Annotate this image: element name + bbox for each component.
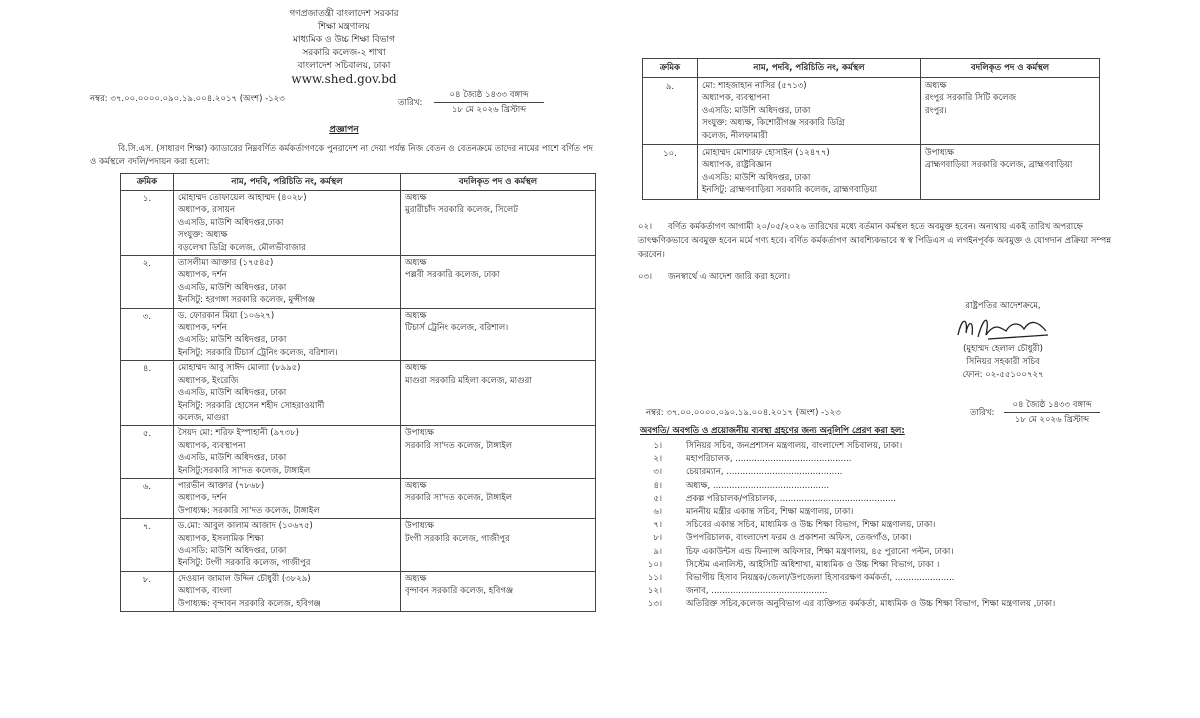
list-item: [640, 585, 1110, 598]
date-block: [398, 88, 544, 117]
list-item-number: ১৩।: [647, 599, 662, 610]
details-line: ইনসিটু: সরকারি হোসেন শহীদ সোহরাওয়ার্দী: [178, 400, 325, 411]
details-line: সংযুক্ত: অধ্যক্ষ, কিশোরীগঞ্জ সরকারি ডিগ্রি: [702, 118, 845, 129]
posting-line: অধ্যক্ষ: [925, 81, 947, 91]
details-line: ইনসিটু: টংগী সরকারি কলেজ, গাজীপুর: [178, 558, 311, 569]
list-item: [640, 559, 1110, 572]
date-english: ১৮ মে ২০২৬ খ্রিস্টাব্দ: [1014, 415, 1090, 425]
signature-block: [928, 300, 1078, 382]
serial-cell: ৩.: [121, 308, 174, 361]
details-line: অধ্যাপক, রসায়ন: [178, 205, 236, 216]
division-name: মাধ্যমিক ও উচ্চ শিক্ষা বিভাগ: [292, 35, 396, 45]
posting-line: মুরারীচাঁদ সরকারি কলেজ, সিলেট: [405, 205, 518, 216]
list-item: [640, 493, 1110, 506]
table-header-row: [643, 59, 1100, 78]
list-item: [640, 532, 1110, 545]
posting-line: রংপুর সরকারি সিটি কলেজ: [925, 93, 1017, 104]
distribution-list: [640, 424, 1110, 612]
details-line: সৈয়দ মো: শরিফ ইস্পাহানী (৯৭৩৮): [178, 428, 299, 439]
posting-line: ব্রাহ্মণবাড়িয়া সরকারি কলেজ, ব্রাহ্মণবাড়িয়া: [925, 160, 1073, 171]
list-item-number: ৫।: [653, 493, 662, 504]
paragraph-2: [638, 220, 1118, 262]
list-item-number: ১।: [653, 441, 662, 451]
posting-line: অধ্যক্ষ: [405, 480, 427, 491]
list-item-number: ২।: [653, 454, 662, 465]
list-item: [640, 598, 1110, 611]
details-line: পারভীন আক্তার (৭৮৬৮): [178, 480, 265, 491]
order-line: রাষ্ট্রপতির আদেশক্রমে,: [965, 301, 1041, 311]
details-cell: [174, 478, 401, 518]
posting-line: উপাধ্যক্ষ: [405, 521, 434, 532]
list-item-text: বিভাগীয় হিসাব নিয়ন্ত্রক/জেলা/উপজেলা হিসাবরক্ষণ কর্মকর্তা, ......................: [686, 573, 955, 584]
distribution-rows: [640, 440, 1110, 612]
paragraph-3-number: ০৩।: [638, 271, 653, 282]
details-line: মোহাম্মদ আবু সাঈদ মোল্যা (৮৯৯৫): [178, 363, 301, 374]
date-bangla: ০৪ জ্যৈষ্ঠ ১৪৩৩ বঙ্গাব্দ: [434, 88, 544, 103]
transfer-table-continued: [642, 58, 1100, 200]
posting-line: সরকারি সা'দত কলেজ, টাঙ্গাইল: [405, 440, 513, 451]
details-line: অধ্যাপক, দর্শন: [178, 323, 227, 334]
list-item-text: অধ্যক্ষ, ...........................................: [686, 480, 830, 491]
posting-cell: [401, 426, 596, 479]
posting-line: অধ্যক্ষ: [405, 258, 427, 269]
list-item-text: প্রকল্প পরিচালক/পরিচালক, ...........................................: [686, 493, 896, 504]
col-serial: ক্রমিক: [121, 174, 174, 191]
list-item-text: সিনিয়র সচিব, জনপ্রশাসন মন্ত্রণালয়, বাংলাদেশ সচিবালয়, ঢাকা।: [686, 441, 903, 451]
details-cell: [174, 191, 401, 256]
details-line: সংযুক্ত: অধ্যক্ষ: [178, 230, 228, 241]
govt-name: গণপ্রজাতন্ত্রী বাংলাদেশ সরকার: [289, 9, 399, 19]
signer-name: (মুহাম্মদ হেলাল চৌধুরী): [963, 344, 1043, 354]
list-item-text: জনাব, ...........................................: [686, 586, 828, 597]
col-posting: বদলিকৃত পদ ও কর্মস্থল: [401, 174, 596, 191]
table-row: [643, 78, 1100, 145]
table-row: [121, 426, 596, 479]
posting-cell: [401, 519, 596, 572]
serial-cell: ৯.: [643, 78, 698, 145]
details-line: কলেজ, মাগুরা: [178, 412, 229, 423]
table-row: [121, 256, 596, 309]
right-page: [628, 0, 1118, 718]
details-cell: [174, 361, 401, 426]
details-line: তাসলীমা আক্তার (১৭৫৪৫): [178, 258, 274, 269]
reference-number-2: নম্বর: ৩৭.০০.০০০০.০৯০.১৯.০০৪.২০১৭ (অংশ) -১২৩: [646, 408, 841, 418]
details-line: ড.মো: আবুল কালাম আজাদ (১০৬৭৫): [178, 521, 313, 532]
signer-phone: ফোন: ০২-৫৫১০০৭২৭: [962, 370, 1044, 380]
posting-line: অধ্যক্ষ: [405, 573, 427, 584]
details-line: ইনসিটু: হরগঙ্গা সরকারি কলেজ, মুন্সীগঞ্জ: [178, 295, 316, 306]
table-row: [121, 519, 596, 572]
list-item-number: ১২।: [647, 586, 662, 597]
reference-line: [84, 90, 604, 120]
handwritten-signature: [928, 313, 1078, 343]
serial-cell: ৫.: [121, 426, 174, 479]
date-block-2: [970, 398, 1100, 427]
details-line: অধ্যাপক, ব্যবস্থাপনা: [702, 93, 770, 104]
list-item-text: সচিবের একান্ত সচিব, মাধ্যমিক ও উচ্চ শিক্ষা বিভাগ, শিক্ষা মন্ত্রণালয়, ঢাকা।: [686, 520, 936, 531]
details-line: উপাধ্যক্ষ: সরকারি সা'দত কলেজ, টাঙ্গাইল: [178, 505, 320, 516]
posting-line: উপাধ্যক্ষ: [925, 148, 954, 159]
details-line: কলেজ, নীলফামারী: [702, 130, 768, 141]
details-cell: [174, 308, 401, 361]
date-english: ১৮ মে ২০২৬ খ্রিস্টাব্দ: [451, 105, 527, 115]
list-item: [640, 506, 1110, 519]
list-item-text: সিস্টেম এনালিস্ট, আইসিটি অধিশাখা, মাধ্যমিক ও উচ্চ শিক্ষা বিভাগ, ঢাকা ।: [686, 559, 940, 570]
details-line: দেওয়ান জামাল উদ্দিন চৌধুরী (৩৮২৯): [178, 573, 311, 584]
posting-line: পল্লবী সরকারি কলেজ, ঢাকা: [405, 270, 500, 281]
paragraph-3: [638, 270, 1118, 284]
date-bangla: ০৪ জ্যৈষ্ঠ ১৪৩৩ বঙ্গাব্দ: [1004, 398, 1100, 413]
distribution-title: অবগতি/ অবগতি ও প্রয়োজনীয় ব্যবস্থা গ্রহণের জন্য অনুলিপি প্রেরণ করা হল:: [640, 426, 905, 436]
table-row: [121, 308, 596, 361]
details-line: ওএসডি, মাউশি অধিদপ্তর,ঢাকা: [178, 217, 284, 228]
posting-line: টিচার্স ট্রেনিং কলেজ, বরিশাল।: [405, 323, 509, 334]
address: বাংলাদেশ সচিবালয়, ঢাকা: [297, 61, 391, 71]
list-item-number: ১১।: [647, 573, 662, 584]
details-cell: [174, 519, 401, 572]
table-row: [643, 145, 1100, 200]
posting-line: অধ্যক্ষ: [405, 193, 427, 203]
table-header-row: [121, 174, 596, 191]
details-line: অধ্যাপক, দর্শন: [178, 493, 227, 504]
posting-line: সরকারি সা'দত কলেজ, টাঙ্গাইল: [405, 493, 513, 504]
table-row: [121, 191, 596, 256]
list-item: [640, 440, 1110, 453]
list-item-number: ৮।: [653, 533, 662, 544]
details-line: মো: শাহজাহান নাসির (৫৭১৩): [702, 81, 807, 91]
posting-cell: [921, 145, 1100, 200]
serial-cell: ৭.: [121, 519, 174, 572]
details-line: উপাধ্যক্ষ: বৃন্দাবন সরকারি কলেজ, হবিগঞ্জ: [178, 598, 321, 609]
serial-cell: ৮.: [121, 571, 174, 611]
posting-cell: [401, 478, 596, 518]
list-item-text: মাননীয় মন্ত্রীর একান্ত সচিব, শিক্ষা মন্ত্রণালয়, ঢাকা।: [686, 507, 854, 518]
details-line: ওএসডি: মাউশি অধিদপ্তর, ঢাকা: [702, 105, 811, 116]
list-item: [640, 466, 1110, 479]
list-item-text: উপপরিচালক, বাংলাদেশ ফরম ও প্রকাশনা অফিস, তেজগাঁও, ঢাকা।: [686, 533, 912, 544]
list-item-number: ৩।: [653, 467, 662, 478]
ministry-name: শিক্ষা মন্ত্রণালয়: [318, 22, 370, 32]
col-serial: ক্রমিক: [643, 59, 698, 78]
list-item: [640, 546, 1110, 559]
table-body: [121, 191, 596, 612]
details-line: ওএসডি, মাউশি অধিদপ্তর, ঢাকা: [178, 453, 287, 464]
list-item-text: চেয়ারম্যান, ...........................................: [686, 467, 843, 478]
list-item-text: চিফ একাউন্টস এন্ড ফিন্যান্স অফিসার, শিক্ষা মন্ত্রণালয়, ৪৫ পুরানো পল্টন, ঢাকা।: [686, 546, 954, 557]
paragraph-2-text: বর্ণিত কর্মকর্তাগণ আগামী ২০/০৫/২০২৬ তারিখের মধ্যে বর্তমান কর্মস্থল হতে অবমুক্ত হবেন। অন্যথায় একই তারিখ অপরাহ্নে তাৎক্ষণিকভাবে অবমুক্ত হবেন মর্মে গণ্য হবে। বর্ণিত কর্মকর্তাগণ আবশ্যিকভাবে স্ব স্ব পিডিএস এ লগইনপূর্বক অবমুক্ত ও যোগদান প্রক্রিয়া সম্পন্ন করবেন।: [638, 221, 1112, 260]
details-line: মোহাম্মদ তোফায়েল আহাম্মদ (৪০২৮): [178, 193, 307, 203]
posting-line: মাগুরা সরকারি মহিলা কলেজ, মাগুরা: [405, 375, 532, 386]
details-line: অধ্যাপক, ইংরেজি: [178, 375, 239, 386]
date-label: তারিখ:: [398, 98, 423, 108]
signature-icon: [928, 313, 1078, 343]
col-details: নাম, পদবি, পরিচিতি নং, কর্মস্থল: [698, 59, 921, 78]
posting-line: বৃন্দাবন সরকারি কলেজ, হবিগঞ্জ: [405, 586, 514, 597]
date-label: তারিখ:: [970, 408, 995, 418]
paragraph-3-text: জনস্বার্থে এ আদেশ জারি করা হলো।: [668, 271, 791, 282]
posting-line: টংগী সরকারি কলেজ, গাজীপুর: [405, 533, 510, 544]
list-item: [640, 572, 1110, 585]
posting-cell: [401, 571, 596, 611]
signer-designation: সিনিয়র সহকারী সচিব: [966, 357, 1040, 367]
posting-cell: [401, 308, 596, 361]
details-line: বড়লেখা ডিগ্রি কলেজ, মৌলভীবাজার: [178, 242, 306, 253]
serial-cell: ৬.: [121, 478, 174, 518]
posting-cell: [921, 78, 1100, 145]
section-name: সরকারি কলেজ-২ শাখা: [302, 48, 386, 58]
details-line: ওএসডি: মাউশি অধিদপ্তর, ঢাকা: [702, 172, 811, 183]
table-row: [121, 571, 596, 611]
list-item-text: মহাপরিচালক, ...........................................: [686, 454, 852, 465]
details-line: ইনসিটু: ব্রাহ্মণবাড়িয়া সরকারি কলেজ, ব্রাহ্মণবাড়িয়া: [702, 185, 878, 196]
details-line: অধ্যাপক, দর্শন: [178, 270, 227, 281]
intro-text: বি.সি.এস. (সাধারণ শিক্ষা) ক্যাডারের নিম্নবর্ণিত কর্মকর্তাগণকে পুনরাদেশ না দেয়া পর্যন্ত নিজ বেতন ও বেতনক্রমে তাদের নামের পাশে বর্ণিত পদ ও কর্মস্থলে বদলি/পদায়ন করা হলো:: [90, 144, 593, 167]
details-line: অধ্যাপক, ইসলামিক শিক্ষা: [178, 533, 264, 544]
list-item: [640, 453, 1110, 466]
serial-cell: ১.: [121, 191, 174, 256]
col-posting: বদলিকৃত পদ ও কর্মস্থল: [921, 59, 1100, 78]
details-cell: [698, 145, 921, 200]
details-line: অধ্যাপক, বাংলা: [178, 586, 232, 597]
details-line: অধ্যাপক, ব্যবস্থাপনা: [178, 440, 246, 451]
list-item-number: ৭।: [653, 520, 662, 531]
list-item-number: ৯।: [653, 546, 662, 557]
paragraph-2-number: ০২।: [638, 221, 653, 232]
details-line: ওএসডি: মাউশি অধিদপ্তর, ঢাকা: [178, 335, 287, 346]
letterhead: [84, 8, 604, 86]
details-line: ওএসডি, মাউশি অধিদপ্তর, ঢাকা: [178, 388, 287, 399]
posting-cell: [401, 361, 596, 426]
col-details: নাম, পদবি, পরিচিতি নং, কর্মস্থল: [174, 174, 401, 191]
details-line: ওএসডি: মাউশি অধিদপ্তর, ঢাকা: [178, 545, 287, 556]
posting-line: অধ্যক্ষ: [405, 310, 427, 321]
details-line: মোহাম্মদ মোশারফ হোসাইন (১২৪৭৭): [702, 148, 830, 159]
details-line: ড. ফোরকান মিয়া (১০৬২৭): [178, 310, 275, 321]
details-cell: [698, 78, 921, 145]
details-line: ইনসিটু:সরকারি সা'দত কলেজ, টাঙ্গাইল: [178, 465, 311, 476]
list-item-number: ১০।: [647, 559, 662, 570]
list-item-number: ৬।: [653, 507, 662, 518]
list-item-text: অতিরিক্ত সচিব,কলেজ অনুবিভাগ এর ব্যক্তিগত কর্মকর্তা, মাধ্যমিক ও উচ্চ শিক্ষা বিভাগ, শিক্ষা মন্ত্রণালয় ,ঢাকা।: [686, 599, 1056, 610]
details-line: ইনসিটু: সরকারি টিচার্স ট্রেনিং কলেজ, বরিশাল।: [178, 347, 338, 358]
serial-cell: ৪.: [121, 361, 174, 426]
list-item: [640, 519, 1110, 532]
details-line: ওএসডি, মাউশি অধিদপ্তর, ঢাকা: [178, 282, 287, 293]
website: www.shed.gov.bd: [291, 72, 397, 86]
notice-heading: প্রজ্ঞাপন: [329, 125, 359, 135]
posting-cell: [401, 191, 596, 256]
serial-cell: ১০.: [643, 145, 698, 200]
posting-line: উপাধ্যক্ষ: [405, 428, 434, 439]
posting-line: অধ্যক্ষ: [405, 363, 427, 374]
posting-line: রংপুর।: [925, 105, 947, 116]
posting-cell: [401, 256, 596, 309]
details-cell: [174, 256, 401, 309]
table-row: [121, 478, 596, 518]
left-page: [84, 0, 604, 718]
serial-cell: ২.: [121, 256, 174, 309]
list-item: [640, 480, 1110, 493]
transfer-table: [120, 173, 596, 612]
details-cell: [174, 571, 401, 611]
table-row: [121, 361, 596, 426]
list-item-number: ৪।: [653, 480, 662, 491]
details-cell: [174, 426, 401, 479]
reference-number: নম্বর: ৩৭.০০.০০০০.০৯০.১৯.০০৪.২০১৭ (অংশ) -১২৩: [90, 94, 285, 104]
table-body: [643, 78, 1100, 200]
details-line: অধ্যাপক, রাষ্ট্রবিজ্ঞান: [702, 160, 772, 171]
